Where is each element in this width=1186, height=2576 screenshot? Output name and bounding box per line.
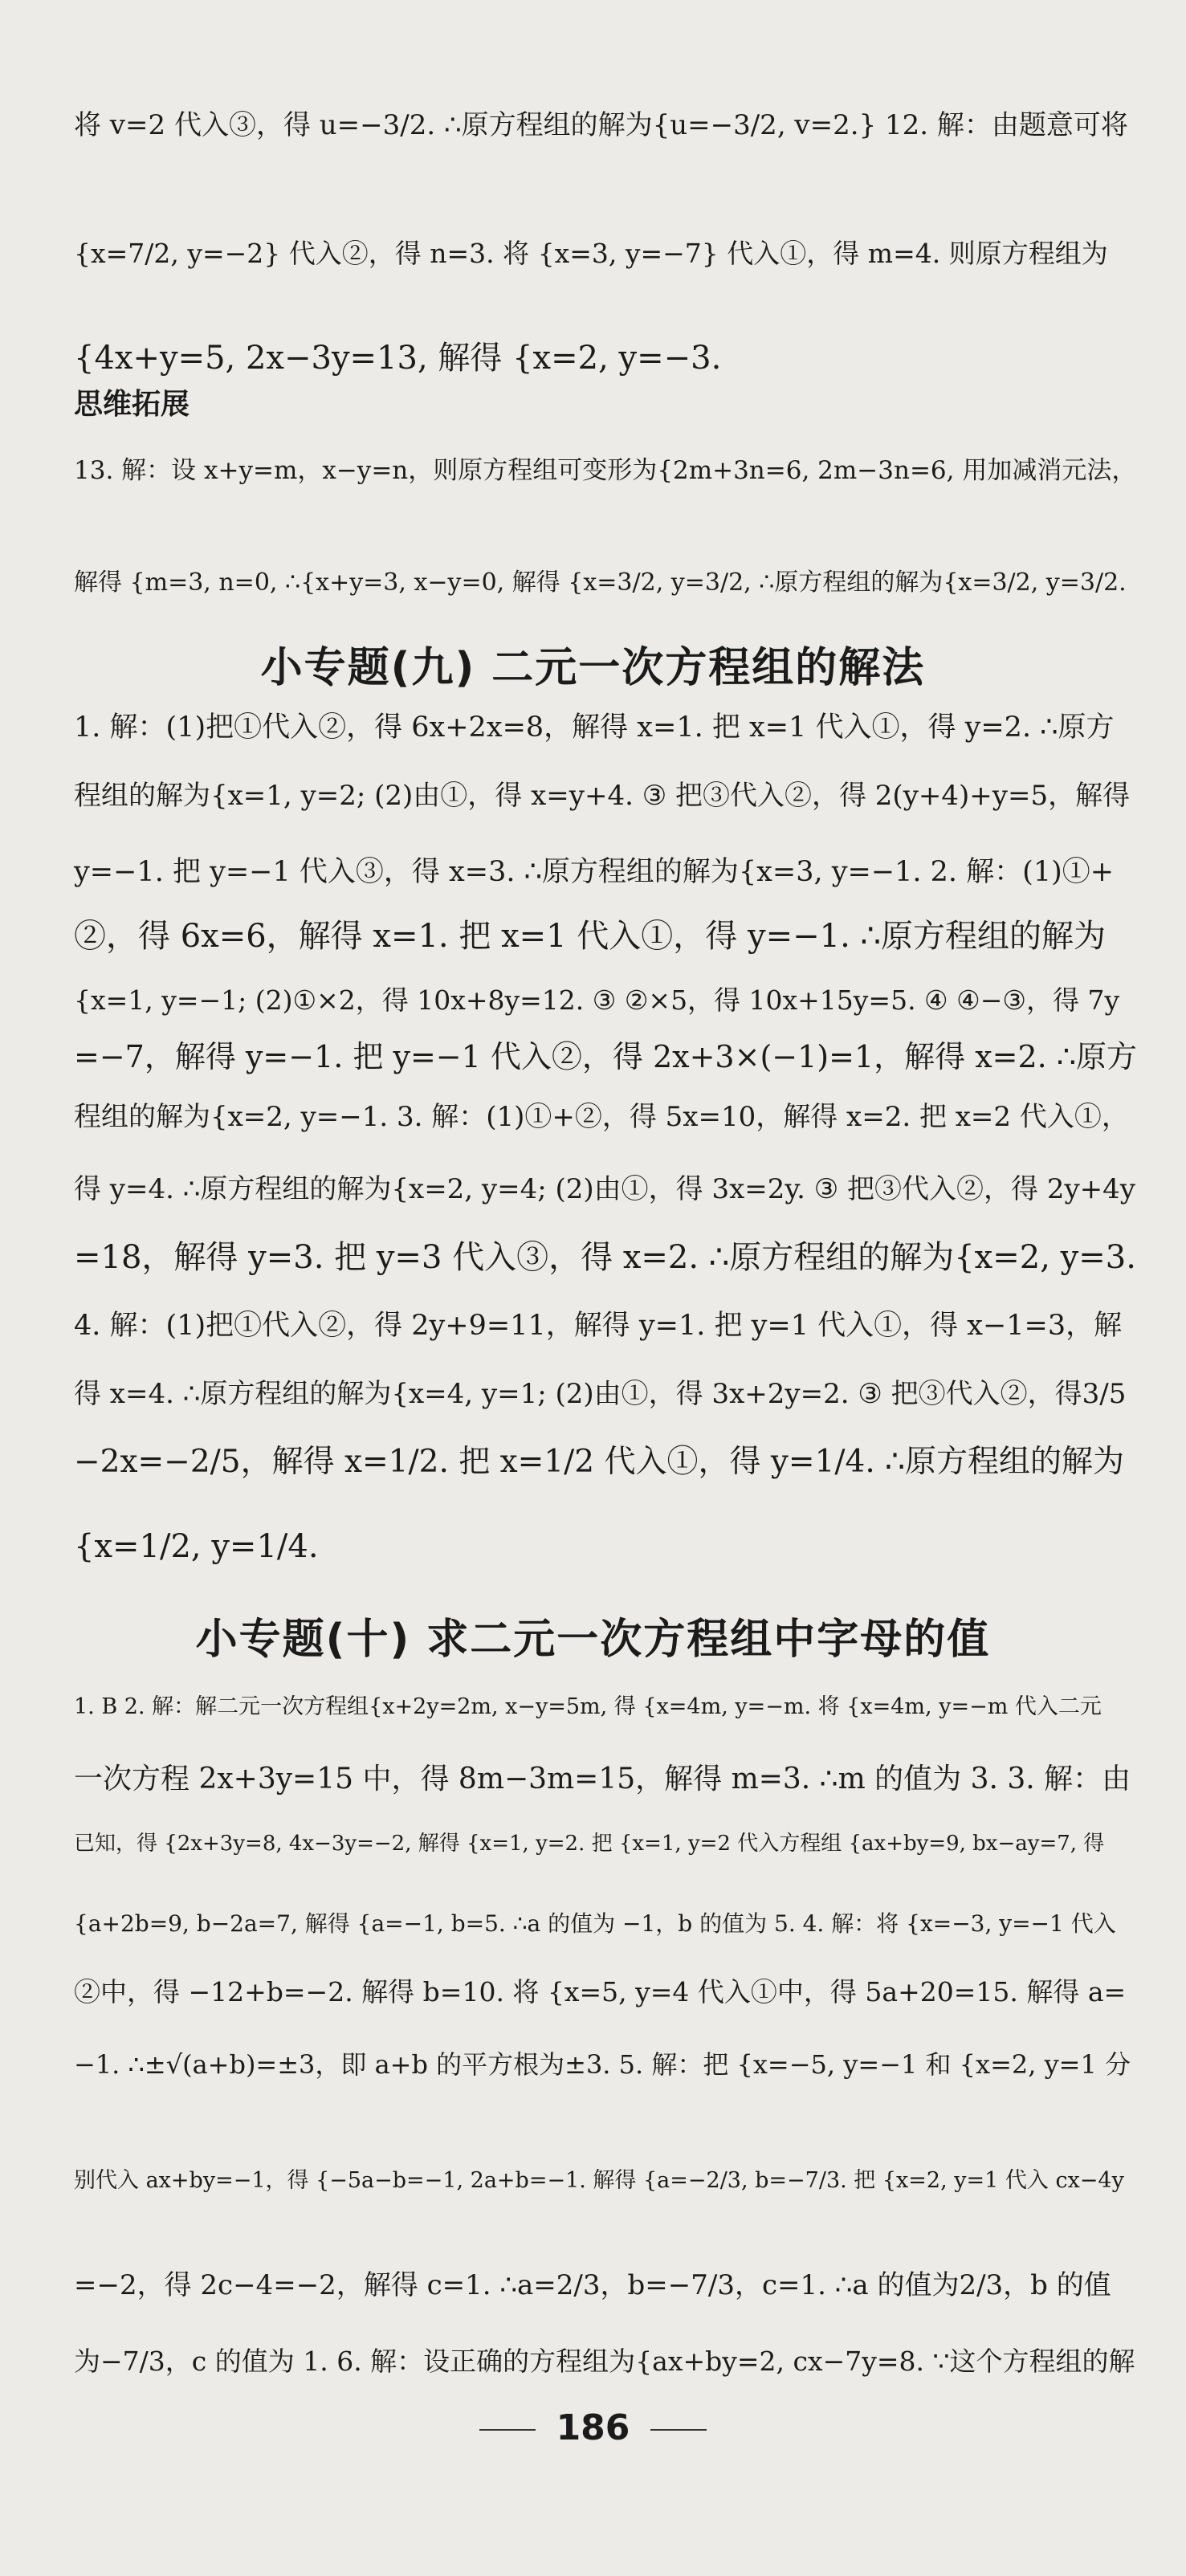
text-line: 1. 解：(1)把①代入②，得 6x+2x=8，解得 x=1. 把 x=1 代入①，得 y=2. ∴原方: [74, 711, 1115, 744]
section-heading-thinking: 思维拓展: [74, 388, 190, 421]
page-number-dash-right: [650, 2429, 707, 2431]
text-line: {x=7/2, y=−2} 代入②，得 n=3. 将 {x=3, y=−7} 代入①，得 m=4. 则原方程组为: [74, 238, 1108, 269]
text-line: 13. 解：设 x+y=m，x−y=n，则原方程组可变形为{2m+3n=6, 2m−3n=6, 用加减消元法，: [74, 456, 1137, 485]
text-line: 4. 解：(1)把①代入②，得 2y+9=11，解得 y=1. 把 y=1 代入①，得 x−1=3，解: [74, 1310, 1123, 1342]
text-line: 得 x=4. ∴原方程组的解为{x=4, y=1; (2)由①，得 3x+2y=2. ③ 把③代入②，得3/5: [74, 1378, 1127, 1410]
text-line: {4x+y=5, 2x−3y=13, 解得 {x=2, y=−3.: [74, 340, 722, 377]
text-line: 1. B 2. 解：解二元一次方程组{x+2y=2m, x−y=5m, 得 {x=4m, y=−m. 将 {x=4m, y=−m 代入二元: [74, 1694, 1102, 1719]
text-line: 为−7/3，c 的值为 1. 6. 解：设正确的方程组为{ax+by=2, cx−7y=8. ∵这个方程组的解: [74, 2346, 1135, 2377]
text-line: 将 v=2 代入③，得 u=−3/2. ∴原方程组的解为{u=−3/2, v=2.} 12. 解：由题意可将: [74, 109, 1128, 141]
text-line: ②中，得 −12+b=−2. 解得 b=10. 将 {x=5, y=4 代入①中，得 5a+20=15. 解得 a=: [74, 1976, 1127, 2007]
text-line: −2x=−2/5，解得 x=1/2. 把 x=1/2 代入①，得 y=1/4. ∴原方程组的解为: [74, 1444, 1124, 1480]
text-line: ②，得 6x=6，解得 x=1. 把 x=1 代入①，得 y=−1. ∴原方程组的解为: [74, 918, 1106, 955]
page-number: [0, 2407, 1186, 2448]
text-line: 程组的解为{x=1, y=2; (2)由①，得 x=y+4. ③ 把③代入②，得 2(y+4)+y=5，解得: [74, 780, 1131, 812]
text-line: 一次方程 2x+3y=15 中，得 8m−3m=15，解得 m=3. ∴m 的值为 3. 3. 解：由: [74, 1763, 1131, 1795]
text-line: =−7，解得 y=−1. 把 y=−1 代入②，得 2x+3×(−1)=1，解得 x=2. ∴原方: [74, 1039, 1137, 1074]
topic-heading-9: 小专题(九) 二元一次方程组的解法: [260, 644, 926, 692]
text-line: −1. ∴±√(a+b)=±3，即 a+b 的平方根为±3. 5. 解：把 {x=−5, y=−1 和 {x=2, y=1 分: [74, 2049, 1131, 2080]
page-number-value: 186: [556, 2407, 630, 2448]
text-line: 解得 {m=3, n=0, ∴{x+y=3, x−y=0, 解得 {x=3/2, y=3/2, ∴原方程组的解为{x=3/2, y=3/2.: [74, 569, 1127, 597]
text-line: 得 y=4. ∴原方程组的解为{x=2, y=4; (2)由①，得 3x=2y. ③ 把③代入②，得 2y+4y: [74, 1173, 1135, 1205]
text-line: 程组的解为{x=2, y=−1. 3. 解：(1)①+②，得 5x=10，解得 x=2. 把 x=2 代入①，: [74, 1101, 1129, 1133]
text-line: {x=1, y=−1; (2)①×2，得 10x+8y=12. ③ ②×5，得 10x+15y=5. ④ ④−③，得 7y: [74, 984, 1120, 1016]
text-line: {x=1/2, y=1/4.: [74, 1528, 319, 1565]
topic-heading-10: 小专题(十) 求二元一次方程组中字母的值: [195, 1616, 991, 1664]
page-number-dash-left: [479, 2429, 536, 2431]
text-line: 已知，得 {2x+3y=8, 4x−3y=−2, 解得 {x=1, y=2. 把 {x=1, y=2 代入方程组 {ax+by=9, bx−ay=7, 得: [74, 1832, 1105, 1856]
text-line: 别代入 ax+by=−1，得 {−5a−b=−1, 2a+b=−1. 解得 {a=−2/3, b=−7/3. 把 {x=2, y=1 代入 cx−4y: [74, 2168, 1124, 2193]
text-line: y=−1. 把 y=−1 代入③，得 x=3. ∴原方程组的解为{x=3, y=−1. 2. 解：(1)①+: [74, 856, 1115, 888]
text-line: =−2，得 2c−4=−2，解得 c=1. ∴a=2/3，b=−7/3，c=1. ∴a 的值为2/3，b 的值: [74, 2269, 1111, 2301]
text-line: {a+2b=9, b−2a=7, 解得 {a=−1, b=5. ∴a 的值为 −1，b 的值为 5. 4. 解：将 {x=−3, y=−1 代入: [74, 1910, 1116, 1937]
text-line: =18，解得 y=3. 把 y=3 代入③，得 x=2. ∴原方程组的解为{x=2, y=3.: [74, 1239, 1136, 1276]
